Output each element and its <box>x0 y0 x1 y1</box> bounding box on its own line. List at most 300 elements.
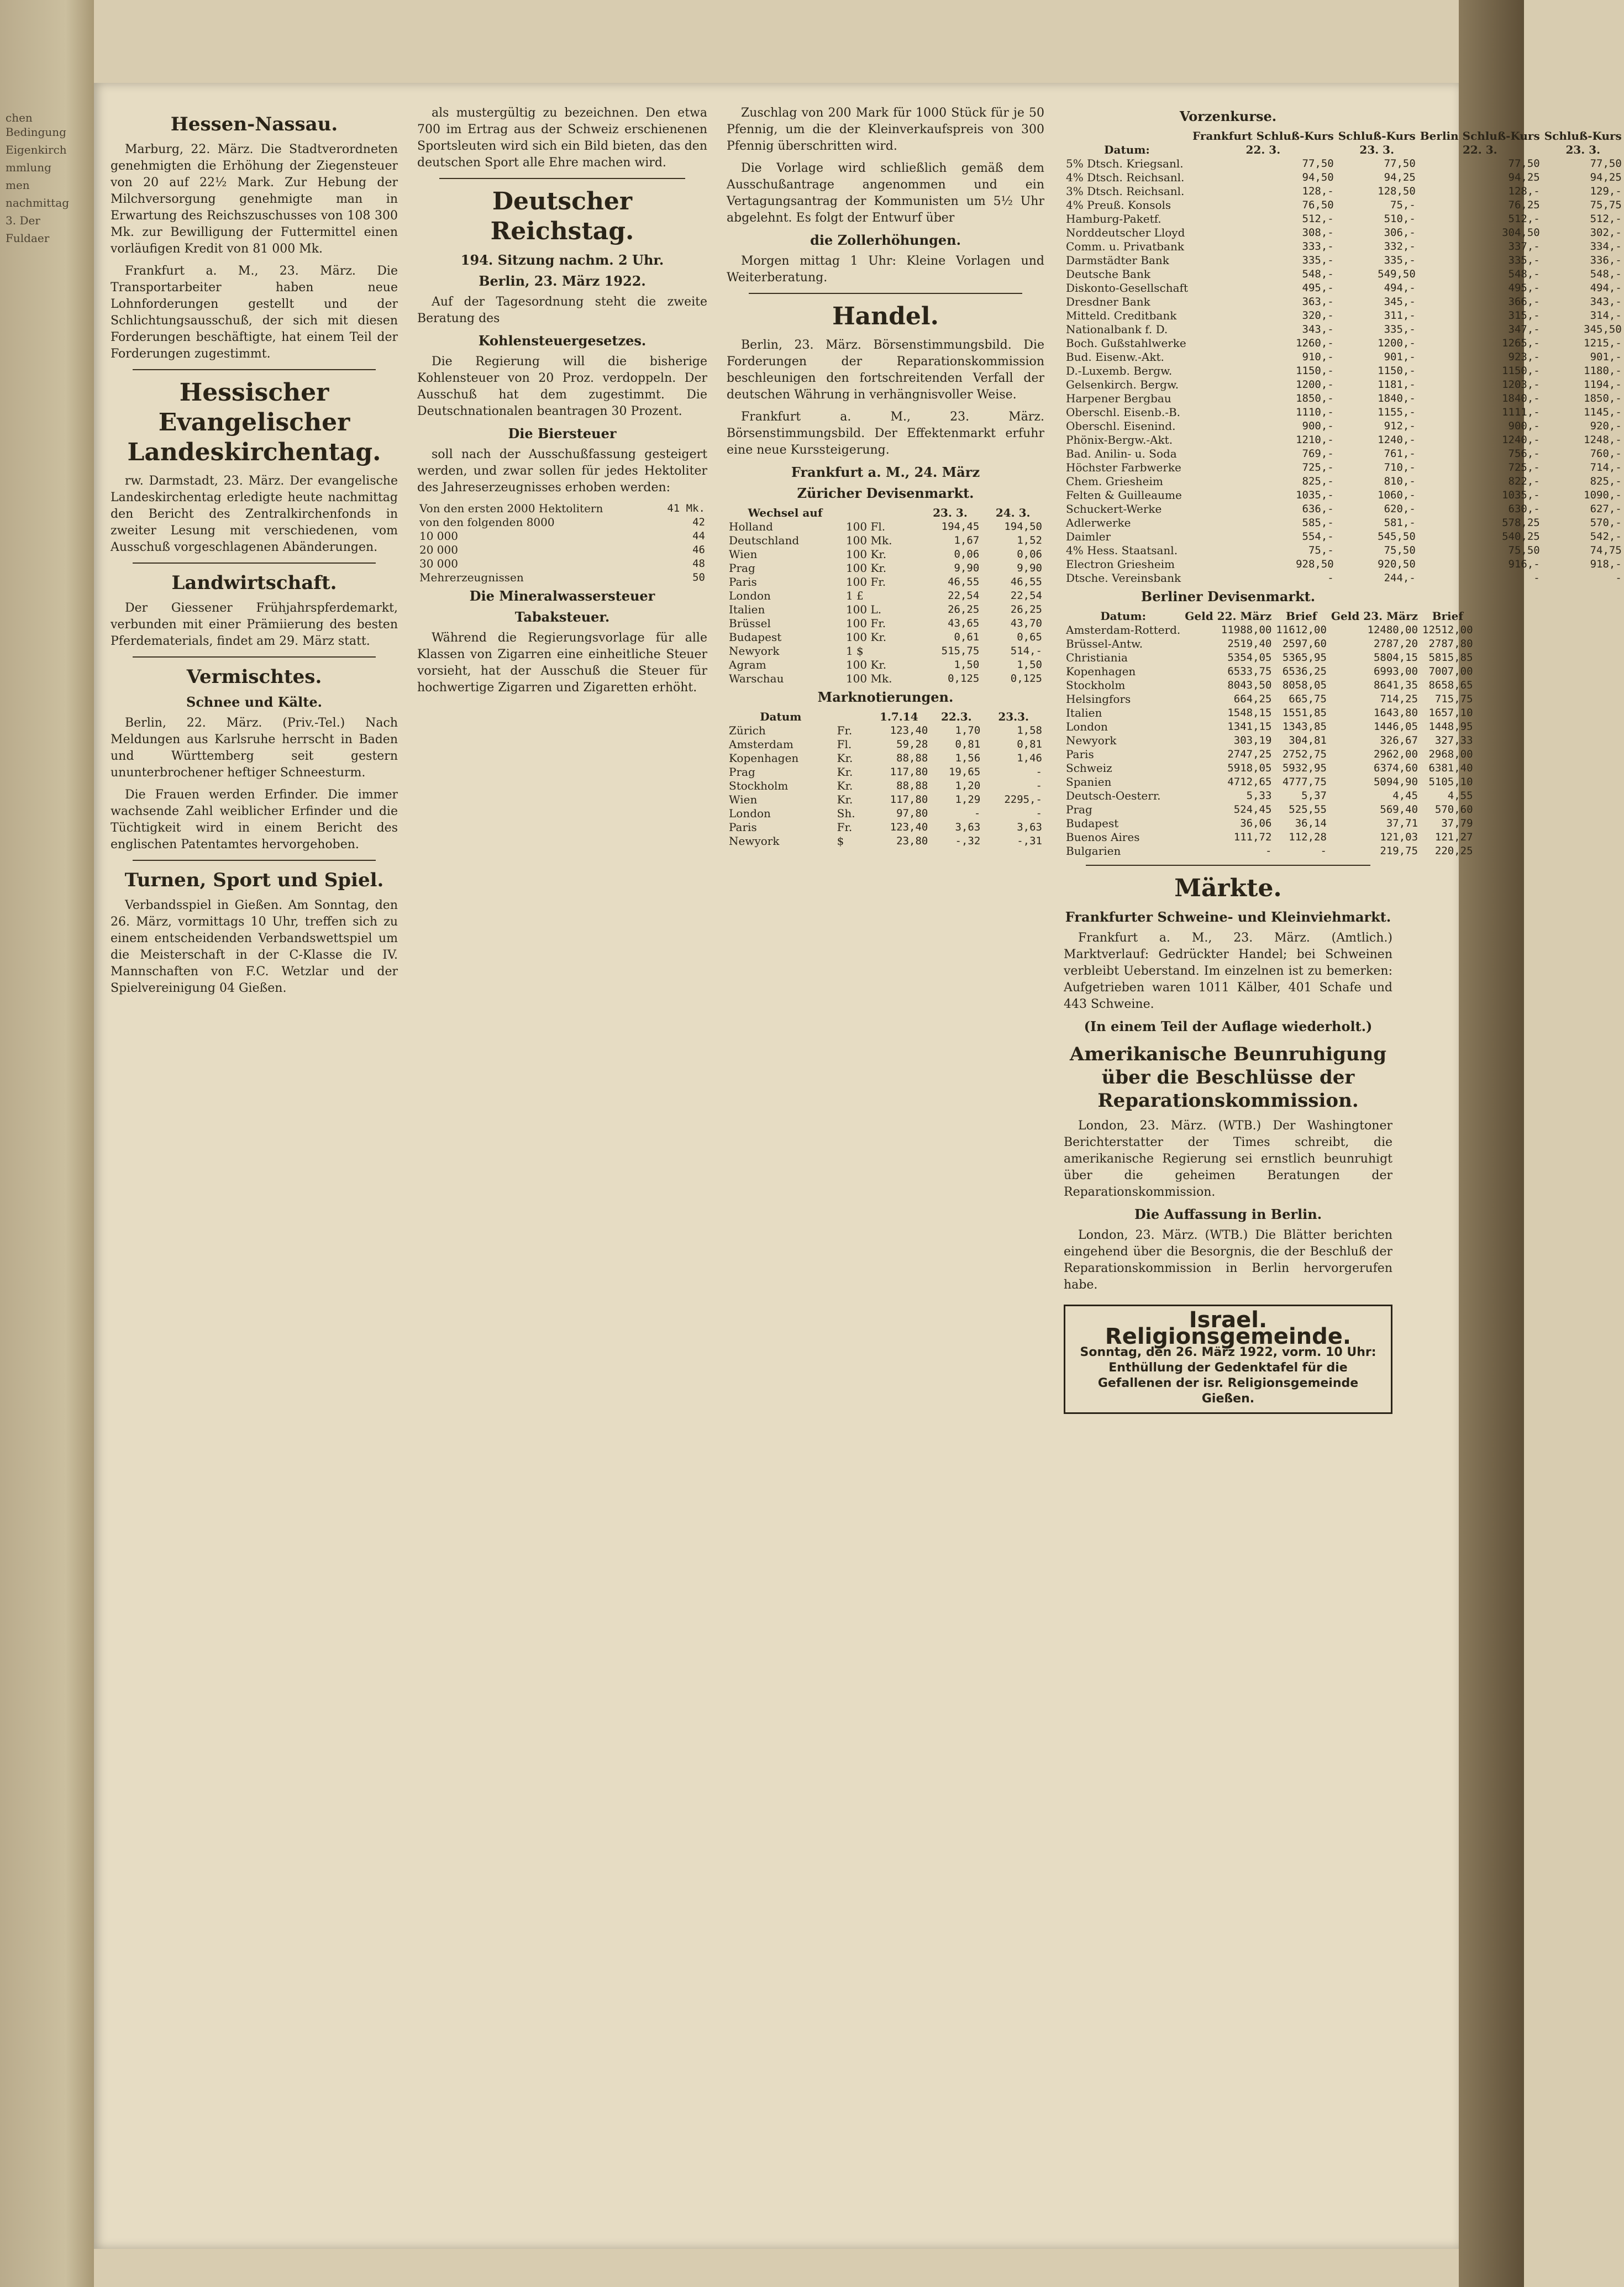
table-cell: 334,- <box>1590 240 1622 253</box>
table-cell: 100 Kr. <box>845 548 887 561</box>
table-cell: 0,65 <box>1017 631 1042 643</box>
table-row <box>1064 679 1475 692</box>
article-paragraph: London, 23. März. (WTB.) Die Blätter berichten eingehend über die Besorgnis, die der Beschluß der Reparationskommission in Berlin hervorgerufen habe. <box>1064 1228 1392 1292</box>
table-cell: Paris <box>1066 748 1094 761</box>
table-cell: 94,50 <box>1302 171 1334 183</box>
table-cell: Gelsenkirch. Bergw. <box>1066 378 1179 391</box>
table-cell: 5094,90 <box>1373 776 1418 788</box>
table-cell: 1215,- <box>1584 337 1622 349</box>
table-cell: 326,67 <box>1380 734 1418 746</box>
table-row <box>1064 530 1624 544</box>
table-cell: 901,- <box>1384 351 1416 363</box>
table-cell: 244,- <box>1384 572 1416 584</box>
mark-quotes-table <box>727 710 1044 848</box>
edition-note: (In einem Teil der Auflage wiederholt.) <box>1084 1018 1373 1034</box>
table-row <box>727 821 1044 834</box>
spine-text <box>0 0 94 245</box>
table-header-cell: Datum: <box>1104 143 1150 156</box>
table-row <box>727 672 1044 686</box>
table-row <box>727 644 1044 658</box>
table-cell: 5815,85 <box>1428 651 1473 664</box>
table-cell: 1203,- <box>1502 378 1540 391</box>
table-cell: Agram <box>729 658 766 671</box>
table-header-cell: 23. 3. <box>1359 143 1395 156</box>
table-header-cell: Brief <box>1285 609 1317 623</box>
table-cell: Budapest <box>1066 817 1119 830</box>
table-cell: 1194,- <box>1584 378 1622 391</box>
table-cell: 548,- <box>1302 268 1334 280</box>
table-cell: 88,88 <box>896 780 928 792</box>
subheading-viehmarkt: Frankfurter Schweine- und Kleinviehmarkt. <box>1065 909 1391 925</box>
table-cell: 37,71 <box>1386 817 1418 829</box>
table-cell: 1,29 <box>955 793 981 806</box>
table-cell: 725,- <box>1302 461 1334 474</box>
table-cell: 320,- <box>1302 309 1334 322</box>
table-header-cell: Schluß-Kurs <box>1338 129 1416 143</box>
table-row <box>727 765 1044 779</box>
table-cell: 3% Dtsch. Reichsanl. <box>1066 185 1185 198</box>
table-cell: 1090,- <box>1584 489 1622 501</box>
table-cell: 554,- <box>1302 530 1334 543</box>
table-cell: 6374,60 <box>1373 762 1418 774</box>
table-cell: 77,50 <box>1384 157 1416 170</box>
table-header-cell <box>835 710 868 724</box>
table-cell: 42 <box>692 516 705 528</box>
table-cell: Spanien <box>1066 775 1112 788</box>
table-cell: 8058,05 <box>1282 679 1327 691</box>
table-row <box>1064 817 1475 830</box>
table-cell: 111,72 <box>1233 831 1272 843</box>
table-cell: 1265,- <box>1502 337 1540 349</box>
table-cell: 94,25 <box>1508 171 1540 183</box>
table-row <box>1064 281 1624 295</box>
table-row <box>417 543 707 557</box>
table-title-boersenkurse: Vorzenkurse. <box>1179 108 1277 124</box>
table-row <box>1064 198 1624 212</box>
table-cell: 308,- <box>1302 227 1334 239</box>
divider <box>133 369 376 370</box>
table-row <box>727 617 1044 630</box>
table-cell: 363,- <box>1302 296 1334 308</box>
table-cell: 75,- <box>1308 544 1334 556</box>
table-cell: 7007,00 <box>1428 665 1473 677</box>
table-header-cell: Schluß-Kurs <box>1544 129 1622 143</box>
article-paragraph: soll nach der Ausschußfassung gesteigert werden, und zwar sollen für jedes Hektoliter des Jahreserzeugnisses erhoben werden: <box>417 448 707 495</box>
table-cell: 1 $ <box>845 644 864 658</box>
table-cell: 1548,15 <box>1227 707 1272 719</box>
table-cell: 1181,- <box>1378 378 1416 391</box>
dateline: Berlin, 23. März 1922. <box>479 273 646 289</box>
table-title-zuerich: Züricher Devisenmarkt. <box>797 485 974 501</box>
table-cell: 36,14 <box>1295 817 1327 829</box>
table-cell: 100 Kr. <box>845 630 887 644</box>
table-cell: 11988,00 <box>1221 624 1272 636</box>
article-paragraph: Die Regierung will die bisherige Kohlensteuer von 20 Proz. verdoppeln. Der Ausschuß hat dem zugestimmt. Die Deutschnationalen beantragen 30 Prozent. <box>417 355 707 418</box>
table-header-cell: Wechsel auf <box>748 506 823 519</box>
table-row <box>1064 734 1475 748</box>
table-cell: 1200,- <box>1296 378 1334 391</box>
table-cell: 23,80 <box>896 835 928 847</box>
table-cell: 664,25 <box>1233 693 1272 705</box>
table-row <box>727 630 1044 644</box>
table-cell: 76,25 <box>1508 199 1540 211</box>
table-cell: 219,75 <box>1380 845 1418 857</box>
spine-line: chen Bedingung <box>6 111 66 139</box>
table-cell: Deutsche Bank <box>1066 267 1150 281</box>
table-cell: 97,80 <box>896 807 928 819</box>
table-cell: 756,- <box>1508 448 1540 460</box>
table-cell: 495,- <box>1302 282 1334 294</box>
table-header-cell: Brief <box>1432 609 1463 623</box>
table-cell: Italien <box>729 603 765 616</box>
table-cell: 59,28 <box>896 738 928 750</box>
table-cell: - <box>1533 572 1540 584</box>
table-cell: 117,80 <box>890 793 928 806</box>
table-cell: Kopenhagen <box>1066 665 1136 678</box>
divider <box>749 293 1022 294</box>
table-cell: 100 Mk. <box>845 672 892 685</box>
table-cell: Kr. <box>837 751 853 765</box>
table-cell: 194,50 <box>1004 521 1042 533</box>
table-cell: 8658,65 <box>1428 679 1473 691</box>
table-cell: 525,55 <box>1289 803 1327 816</box>
table-header-row <box>727 506 1044 520</box>
article-paragraph: rw. Darmstadt, 23. März. Der evangelische Landeskirchentag erledigte heute nachmittag den Bericht des Zentralkirchenfonds in zweiter Lesung mit verschiedenen, vom Ausschuß vorgeschlagenen Abänderungen. <box>111 474 398 554</box>
table-cell: 5918,05 <box>1227 762 1272 774</box>
berlin-fx-table <box>1064 609 1475 858</box>
table-cell: 1,20 <box>955 780 981 792</box>
table-row <box>1064 789 1475 803</box>
spine-line: nachmittag <box>6 196 70 209</box>
article-paragraph: Verbandsspiel in Gießen. Am Sonntag, den 26. März, vormittags 10 Uhr, treffen sich zu einem entscheidenden Verbandswettspiel um die Meisterschaft in der C-Klasse die IV. Mannschaften von F.C. Wetzlar und der Spielvereinigung 04 Gießen. <box>111 898 398 995</box>
table-row <box>1064 350 1624 364</box>
beer-tax-table <box>417 502 707 585</box>
table-row <box>417 571 707 585</box>
column-1 <box>111 105 398 2227</box>
table-row <box>1064 364 1624 378</box>
table-cell: 2752,75 <box>1282 748 1327 760</box>
table-cell: 48 <box>692 558 705 570</box>
table-header-cell: Frankfurt Schluß-Kurs <box>1192 129 1334 143</box>
table-cell: - <box>974 807 981 819</box>
table-cell: Amsterdam-Rotterd. <box>1066 623 1181 637</box>
table-cell: Buenos Aires <box>1066 830 1140 844</box>
table-cell: 918,- <box>1590 558 1622 570</box>
subheading-auffassung: Die Auffassung in Berlin. <box>1134 1206 1322 1222</box>
table-cell: 9,90 <box>1017 562 1042 574</box>
table-cell: 515,75 <box>941 645 980 657</box>
table-row <box>727 534 1044 548</box>
table-cell: 43,70 <box>1010 617 1042 629</box>
table-cell: 314,- <box>1590 309 1622 322</box>
table-cell: -,31 <box>1017 835 1042 847</box>
article-paragraph: als mustergültig zu bezeichnen. Den etwa 700 im Ertrag aus der Schweiz erschienenen Sportsleuten wird sich ein Bild bieten, das den deutschen Sport alle Ehre machen wird. <box>417 106 707 170</box>
table-cell: 75,75 <box>1590 199 1622 211</box>
table-cell: 20 000 <box>419 543 458 556</box>
table-cell: 336,- <box>1590 254 1622 266</box>
table-row <box>1064 254 1624 267</box>
notice-title: Israel. Religionsgemeinde. <box>1105 1307 1352 1349</box>
table-header-cell: 23. 3. <box>933 506 968 519</box>
table-cell: 1240,- <box>1378 434 1416 446</box>
spine-line: Eigenkirch <box>6 143 67 156</box>
table-cell: 327,33 <box>1434 734 1473 746</box>
table-cell: Schuckert-Werke <box>1066 502 1162 516</box>
table-cell: - <box>1036 807 1042 819</box>
table-cell: 494,- <box>1384 282 1416 294</box>
table-cell: Bad. Anilin- u. Soda <box>1066 447 1177 460</box>
table-cell: 347,- <box>1508 323 1540 335</box>
table-cell: 1,56 <box>955 752 981 764</box>
table-cell: 77,50 <box>1508 157 1540 170</box>
table-row <box>1064 337 1624 350</box>
table-cell: 2295,- <box>1004 793 1042 806</box>
table-cell: 825,- <box>1302 475 1334 487</box>
heading-landeskirchentag: Hessischer Evangelischer Landeskirchentag. <box>127 378 381 466</box>
table-cell: 76,50 <box>1302 199 1334 211</box>
table-cell: Electron Griesheim <box>1066 558 1175 571</box>
table-row <box>1064 226 1624 240</box>
table-cell: Oberschl. Eisenind. <box>1066 419 1176 433</box>
table-cell: 627,- <box>1590 503 1622 515</box>
table-cell: 4,45 <box>1392 790 1418 802</box>
table-cell: 11612,00 <box>1276 624 1327 636</box>
table-row <box>1064 558 1624 571</box>
table-cell: 100 Fl. <box>845 520 886 533</box>
table-cell: 636,- <box>1302 503 1334 515</box>
table-cell: 0,81 <box>955 738 981 750</box>
bourse-table <box>1064 129 1624 585</box>
table-cell: 1,46 <box>1017 752 1042 764</box>
table-cell: 825,- <box>1590 475 1622 487</box>
table-cell: Wien <box>729 793 758 806</box>
table-cell: 75,50 <box>1384 544 1416 556</box>
table-cell: 343,- <box>1302 323 1334 335</box>
table-cell: Fr. <box>837 821 853 834</box>
table-cell: Deutsch-Oesterr. <box>1066 789 1161 802</box>
table-cell: Kr. <box>837 765 853 779</box>
table-row <box>727 589 1044 603</box>
table-cell: 332,- <box>1384 240 1416 253</box>
table-cell: Paris <box>729 821 757 834</box>
heading-vermischtes: Vermischtes. <box>186 666 322 688</box>
table-cell: 335,- <box>1508 254 1540 266</box>
table-row <box>417 516 707 529</box>
table-header-cell: 24. 3. <box>995 506 1031 519</box>
divider <box>1086 865 1370 866</box>
table-cell: 112,28 <box>1289 831 1327 843</box>
table-row <box>727 751 1044 765</box>
table-cell: 1111,- <box>1502 406 1540 418</box>
table-cell: 9,90 <box>954 562 980 574</box>
table-row <box>727 561 1044 575</box>
table-cell: 46 <box>692 544 705 556</box>
table-cell: 0,06 <box>1017 548 1042 560</box>
table-cell: 100 Kr. <box>845 561 887 575</box>
table-row <box>1064 392 1624 406</box>
table-cell: 5,37 <box>1301 790 1327 802</box>
table-cell: 306,- <box>1384 227 1416 239</box>
table-header-cell: 23.3. <box>998 710 1029 723</box>
table-title-devisen: Berliner Devisenmarkt. <box>1141 588 1316 604</box>
table-cell: 311,- <box>1384 309 1416 322</box>
table-cell: 1551,85 <box>1282 707 1327 719</box>
table-cell: 6993,00 <box>1373 665 1418 677</box>
table-cell: 1850,- <box>1584 392 1622 404</box>
table-header-row <box>1064 129 1624 143</box>
table-row <box>1064 406 1624 419</box>
table-row <box>417 529 707 543</box>
table-cell: 74,75 <box>1590 544 1622 556</box>
table-cell: Harpener Bergbau <box>1066 392 1171 405</box>
table-cell: 0,125 <box>948 672 980 685</box>
table-cell: 549,50 <box>1378 268 1416 280</box>
table-cell: Mehrerzeugnissen <box>419 571 524 584</box>
table-cell: 121,27 <box>1434 831 1473 843</box>
table-cell: 121,03 <box>1380 831 1418 843</box>
table-cell: 1,50 <box>1017 659 1042 671</box>
table-cell: $ <box>837 834 844 848</box>
table-cell: 5804,15 <box>1373 651 1418 664</box>
table-cell: Phönix-Bergw.-Akt. <box>1066 433 1173 446</box>
table-cell: 1035,- <box>1296 489 1334 501</box>
heading-hessen-nassau: Hessen-Nassau. <box>170 113 338 135</box>
table-cell: Prag <box>729 561 755 575</box>
table-row <box>417 502 707 516</box>
table-cell: 916,- <box>1508 558 1540 570</box>
table-cell: 5365,95 <box>1282 651 1327 664</box>
table-cell: 26,25 <box>948 603 980 616</box>
table-cell: Norddeutscher Lloyd <box>1066 226 1185 239</box>
table-cell: 2519,40 <box>1227 638 1272 650</box>
table-row <box>1064 803 1475 817</box>
article-paragraph: London, 23. März. (WTB.) Der Washingtoner Berichterstatter der Times schreibt, die amerikanische Regierung sei ernstlich beunruhigt über die geheimen Beratungen der Reparationskommission. <box>1064 1119 1392 1199</box>
table-header-cell <box>1064 129 1190 143</box>
table-row <box>1064 185 1624 198</box>
table-row <box>1064 571 1624 585</box>
table-cell: Prag <box>729 765 755 779</box>
table-cell: Von den ersten 2000 Hektolitern <box>419 502 603 515</box>
table-cell: 335,- <box>1384 254 1416 266</box>
article-paragraph: Zuschlag von 200 Mark für 1000 Stück für je 50 Pfennig, um die der Kleinverkaufspreis von 300 Pfennig überschritten wird. <box>727 106 1044 153</box>
table-cell: 22,54 <box>948 590 980 602</box>
table-row <box>727 779 1044 793</box>
table-cell: 1248,- <box>1584 434 1622 446</box>
heading-handel: Handel. <box>832 302 939 330</box>
table-cell: 1150,- <box>1296 365 1334 377</box>
table-row <box>1064 720 1475 734</box>
table-row <box>1064 212 1624 226</box>
table-cell: Diskonto-Gesellschaft <box>1066 281 1188 295</box>
table-cell: Kr. <box>837 793 853 806</box>
table-cell: Fl. <box>837 738 852 751</box>
subheading-zollerhoehungen: die Zollerhöhungen. <box>810 232 961 248</box>
table-cell: 100 Fr. <box>845 617 886 630</box>
table-cell: 0,06 <box>954 548 980 560</box>
article-paragraph: Berlin, 22. März. (Priv.-Tel.) Nach Meldungen aus Karlsruhe herrscht in Baden und Württemberg seit gestern ununterbrochener heftiger Schneesturm. <box>111 716 398 780</box>
divider <box>439 178 685 179</box>
table-header-cell: Datum: <box>1100 609 1146 623</box>
table-cell: Sh. <box>837 807 855 820</box>
notice-text: Sonntag, den 26. März 1922, vorm. 10 Uhr: Enthüllung der Gedenktafel für die Gefallenen der isr. Religionsgemeinde Gießen. <box>1080 1345 1376 1406</box>
table-cell: 542,- <box>1590 530 1622 543</box>
table-row <box>1064 665 1475 679</box>
table-cell: 512,- <box>1590 213 1622 225</box>
table-cell: Christiania <box>1066 651 1128 664</box>
table-row <box>727 575 1044 589</box>
table-cell: Mitteld. Creditbank <box>1066 309 1177 322</box>
table-cell: Oberschl. Eisenb.-B. <box>1066 406 1181 419</box>
table-header-cell <box>844 506 919 520</box>
table-cell: 12480,00 <box>1367 624 1418 636</box>
table-row <box>1064 692 1475 706</box>
table-cell: 900,- <box>1508 420 1540 432</box>
table-cell: 1035,- <box>1502 489 1540 501</box>
table-cell: 129,- <box>1590 185 1622 197</box>
table-cell: Bulgarien <box>1066 844 1121 858</box>
table-header-cell: 22. 3. <box>1245 143 1281 156</box>
article-paragraph: Die Frauen werden Erfinder. Die immer wachsende Zahl weiblicher Erfinder und die Tüchtigkeit wird in einem Bericht des englischen Patentamtes hervorgehoben. <box>111 788 398 851</box>
table-row <box>1064 761 1475 775</box>
table-cell: 769,- <box>1302 448 1334 460</box>
table-cell: Stockholm <box>729 779 789 792</box>
table-row <box>1064 623 1475 637</box>
table-cell: 923,- <box>1508 351 1540 363</box>
table-row <box>1064 157 1624 171</box>
spine-line: mmlung <box>6 161 51 174</box>
table-cell: 333,- <box>1302 240 1334 253</box>
table-header-row <box>727 710 1044 724</box>
table-cell: Newyork <box>729 834 780 848</box>
table-cell: 1,58 <box>1017 724 1042 737</box>
table-row <box>1064 651 1475 665</box>
table-cell: Wien <box>729 548 758 561</box>
table-cell: London <box>729 807 771 820</box>
table-cell: Schweiz <box>1066 761 1112 775</box>
table-cell: 581,- <box>1384 517 1416 529</box>
table-row <box>1064 844 1475 858</box>
table-cell: 26,25 <box>1010 603 1042 616</box>
table-cell: 548,- <box>1508 268 1540 280</box>
table-header-cell: Datum <box>760 710 802 723</box>
article-paragraph: Frankfurt a. M., 23. März. (Amtlich.) Marktverlauf: Gedrückter Handel; bei Schweinen verbleibt Ueberstand. Im einzelnen ist zu bemerken: Aufgetrieben waren 1011 Kälber, 401 Schafe und 443 Schweine. <box>1064 931 1392 1011</box>
table-cell: 585,- <box>1302 517 1334 529</box>
heading-reichstag: Deutscher Reichstag. <box>490 187 634 245</box>
table-row <box>1064 637 1475 651</box>
table-cell: Kopenhagen <box>729 751 799 765</box>
table-cell: London <box>729 589 771 602</box>
table-header-cell: Geld 23. März <box>1331 609 1418 623</box>
table-cell: 77,50 <box>1590 157 1622 170</box>
table-cell: 12512,00 <box>1422 624 1473 636</box>
table-cell: 1150,- <box>1502 365 1540 377</box>
table-header-cell: Geld 22. März <box>1185 609 1272 623</box>
subheading-schnee: Schnee und Kälte. <box>186 694 322 710</box>
table-cell: 6533,75 <box>1227 665 1272 677</box>
table-cell: 545,50 <box>1378 530 1416 543</box>
table-cell: 1180,- <box>1584 365 1622 377</box>
spine-line: 3. Der <box>6 214 40 227</box>
table-cell: Kr. <box>837 779 853 792</box>
table-header-cell: 22. 3. <box>1462 143 1497 156</box>
table-cell: 2787,20 <box>1373 638 1418 650</box>
table-header-row <box>1064 143 1624 157</box>
table-cell: 1448,95 <box>1428 721 1473 733</box>
heading-maerkte: Märkte. <box>1174 874 1282 902</box>
table-cell: 1850,- <box>1296 392 1334 404</box>
table-cell: 912,- <box>1384 420 1416 432</box>
table-cell: 714,25 <box>1380 693 1418 705</box>
